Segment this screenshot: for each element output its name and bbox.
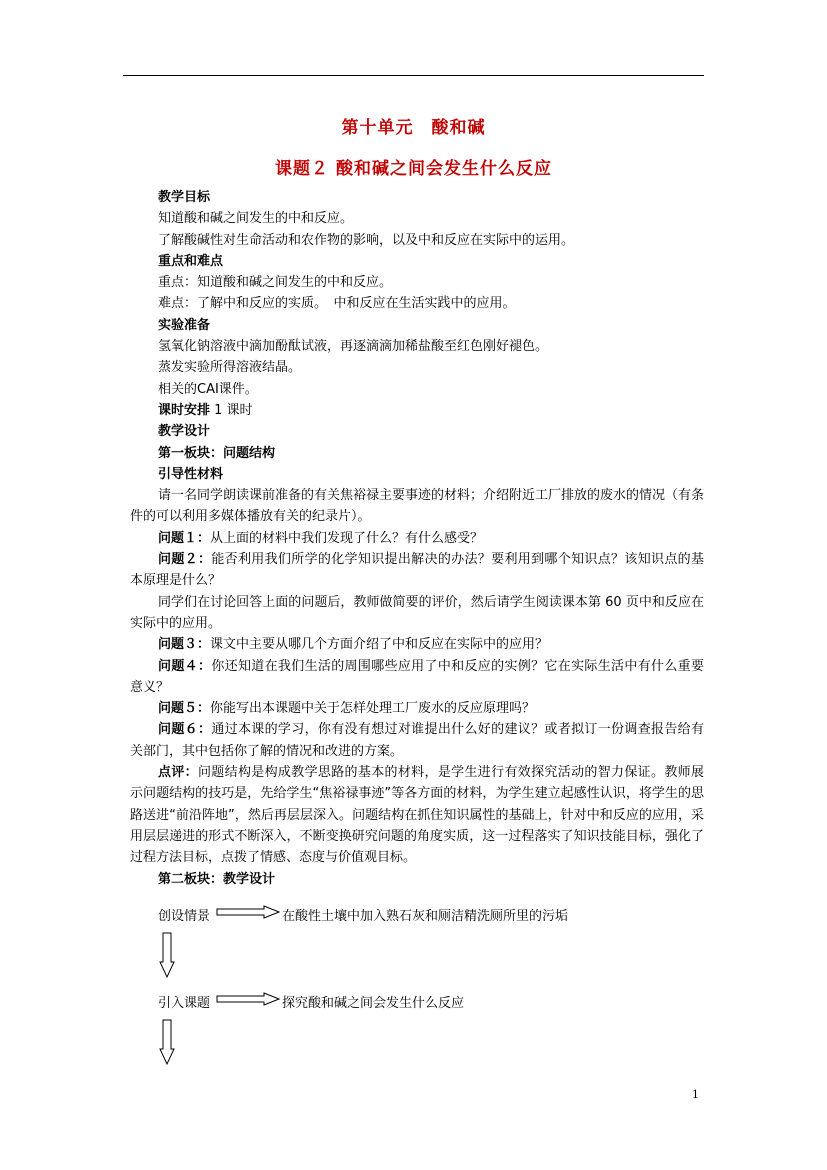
down-arrow-icon — [159, 1019, 175, 1065]
question-6 — [130, 719, 704, 762]
keypoint-item: 难点：了解中和反应的实质。 中和反应在生活实践中的应用。 — [158, 296, 516, 312]
material-heading: 引导性材料 — [158, 466, 224, 482]
flow-step2-label: 引入课题 — [158, 996, 211, 1011]
objective-item: 了解酸碱性对生命活动和农作物的影响，以及中和反应在实际中的运用。 — [158, 232, 575, 248]
question-text: 你还知道在我们生活的周围哪些应用了中和反应的实例？它在实际生活中有什么重要意义？ — [130, 658, 704, 695]
question-label: 问题６： — [158, 722, 212, 738]
right-arrow-icon — [216, 992, 280, 1006]
question-text: 通过本课的学习，你有没有想过对谁提出什么好的建议？或者拟订一份调查报告给有关部门，其中包括你了解的情况和改进的方案。 — [130, 722, 704, 759]
question-text: 从上面的材料中我们发现了什么？有什么感受？ — [210, 530, 484, 546]
preparation-heading: 实验准备 — [158, 317, 211, 333]
preparation-item: 氢氧化钠溶液中滴加酚酞试液，再逐滴滴加稀盐酸至红色刚好褪色。 — [158, 339, 549, 355]
question-label: 问题３： — [158, 637, 211, 653]
keypoint-item: 重点：知道酸和碱之间发生的中和反应。 — [158, 275, 393, 291]
flow-step1-label: 创设情景 — [158, 909, 211, 924]
down-arrow-icon — [159, 932, 175, 978]
lesson-title: 课题２ 酸和碱之间会发生什么反应 — [275, 159, 552, 179]
question-label: 问题１： — [158, 530, 211, 546]
question-3 — [130, 634, 704, 655]
preparation-item: 相关的CAI课件。 — [158, 381, 258, 397]
material-paragraph: 请一名同学朗读课前准备的有关焦裕禄主要事迹的材料；介绍附近工厂排放的废水的情况（有条件的可以利用多媒体播放有关的纪录片）。 — [130, 488, 705, 525]
question-2 — [130, 549, 704, 592]
block1-heading: 第一板块：问题结构 — [158, 445, 276, 461]
document-body — [130, 187, 704, 890]
question-5 — [130, 698, 704, 719]
block2-heading: 第二板块：教学设计 — [158, 871, 276, 887]
question-4 — [130, 656, 704, 699]
question-text: 课文中主要从哪几个方面介绍了中和反应在实际中的应用？ — [210, 637, 549, 653]
page-number: 1 — [692, 1088, 699, 1101]
question-1 — [130, 528, 704, 549]
question-text: 你能写出本课题中关于怎样处理工厂废水的反应原理吗？ — [210, 701, 536, 717]
header-rule — [123, 75, 704, 76]
comment-paragraph — [130, 762, 704, 868]
objective-item: 知道酸和碱之间发生的中和反应。 — [158, 211, 354, 227]
schedule-label: 课时安排 — [158, 402, 211, 418]
question-label: 问题２： — [158, 552, 212, 568]
design-heading: 教学设计 — [158, 424, 211, 440]
right-arrow-icon — [216, 905, 280, 919]
keypoints-heading: 重点和难点 — [158, 253, 224, 269]
unit-title: 第十单元 酸和碱 — [341, 118, 486, 138]
flow-step2-text: 探究酸和碱之间会发生什么反应 — [282, 996, 465, 1011]
comment-text: 问题结构是构成教学思路的基本的材料，是学生进行有效探究活动的智力保证。教师展示问题结构的技巧是，先给学生“焦裕禄事迹”等各方面的材料，为学生建立起感性认识，将学生的思路送进“前沿阵地”，然后再层层深入。问题结构在抓住知识属性的基础上，针对中和反应的应用，采用层层递进的形式不断深入，不断变换研究问题的角度实质，这一过程落实了知识技能目标，强化了过程方法目标，点拨了情感、态度与价值观目标。 — [130, 765, 704, 866]
flow-step1-text: 在酸性土壤中加入熟石灰和厕洁精洗厕所里的污垢 — [282, 909, 569, 924]
question-text: 能否利用我们所学的化学知识提出解决的办法？要利用到哪个知识点？该知识点的基本原理是什么？ — [130, 552, 704, 589]
question-label: 问题５： — [158, 701, 211, 717]
discussion-paragraph: 同学们在讨论回答上面的问题后，教师做简要的评价，然后请学生阅读课本第 60 页中和反应在实际中的应用。 — [130, 594, 704, 631]
comment-label: 点评： — [158, 765, 198, 781]
objectives-heading: 教学目标 — [158, 190, 211, 205]
schedule-value: 1 课时 — [210, 402, 253, 418]
question-label: 问题４： — [158, 658, 212, 674]
preparation-item: 蒸发实验所得溶液结晶。 — [158, 360, 302, 376]
